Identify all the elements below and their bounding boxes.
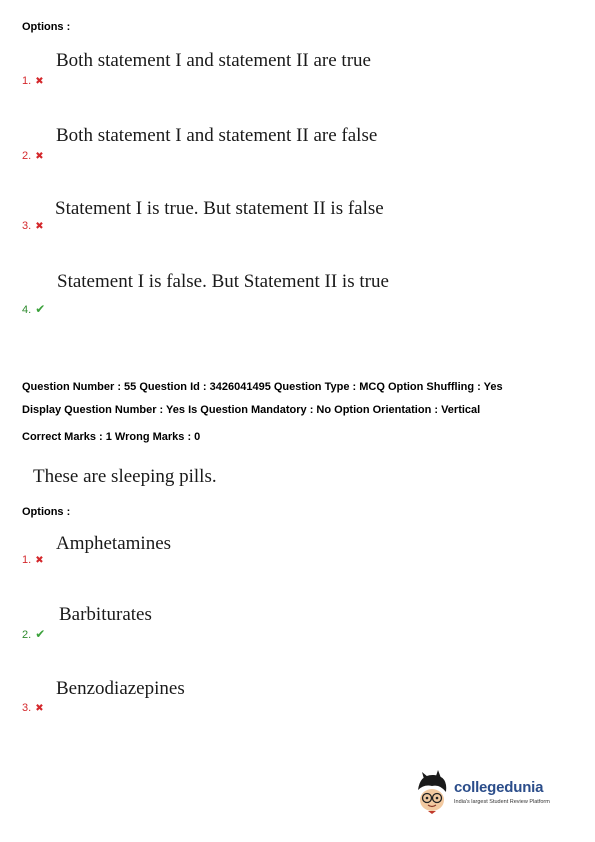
- cross-icon: ✖: [35, 703, 44, 714]
- question-text: These are sleeping pills.: [33, 466, 217, 487]
- cross-icon: ✖: [35, 76, 44, 87]
- options-label: Options :: [22, 506, 71, 518]
- option-text: Barbiturates: [59, 604, 152, 625]
- option-number: 3. ✖: [22, 220, 44, 232]
- check-icon: ✔: [35, 302, 46, 316]
- mascot-icon: [414, 770, 450, 814]
- option-number: 2. ✖: [22, 150, 44, 162]
- check-icon: ✔: [35, 627, 46, 641]
- option-text: Statement I is true. But statement II is false: [55, 198, 384, 219]
- question-meta-line: Question Number : 55 Question Id : 3426041495 Question Type : MCQ Option Shuffling : Yes: [22, 381, 503, 393]
- cross-icon: ✖: [35, 151, 44, 162]
- option-text: Benzodiazepines: [56, 678, 185, 699]
- logo-name: collegedunia: [454, 779, 544, 796]
- cross-icon: ✖: [35, 555, 44, 566]
- logo-tagline: India's largest Student Review Platform: [454, 799, 550, 805]
- option-number: 1. ✖: [22, 554, 44, 566]
- collegedunia-logo: [414, 770, 564, 814]
- option-text: Statement I is false. But Statement II is true: [57, 271, 389, 292]
- option-text: Both statement I and statement II are true: [56, 50, 371, 71]
- option-number: 1. ✖: [22, 75, 44, 87]
- option-text: Amphetamines: [56, 533, 172, 554]
- question-meta-line: Correct Marks : 1 Wrong Marks : 0: [22, 431, 201, 443]
- options-label: Options :: [22, 21, 71, 33]
- question-meta-line: Display Question Number : Yes Is Question Mandatory : No Option Orientation : Vertical: [22, 404, 481, 416]
- cross-icon: ✖: [35, 221, 44, 232]
- option-number: 4. ✔: [22, 302, 46, 316]
- option-text: Both statement I and statement II are false: [56, 125, 378, 146]
- option-number: 3. ✖: [22, 702, 44, 714]
- option-number: 2. ✔: [22, 627, 46, 641]
